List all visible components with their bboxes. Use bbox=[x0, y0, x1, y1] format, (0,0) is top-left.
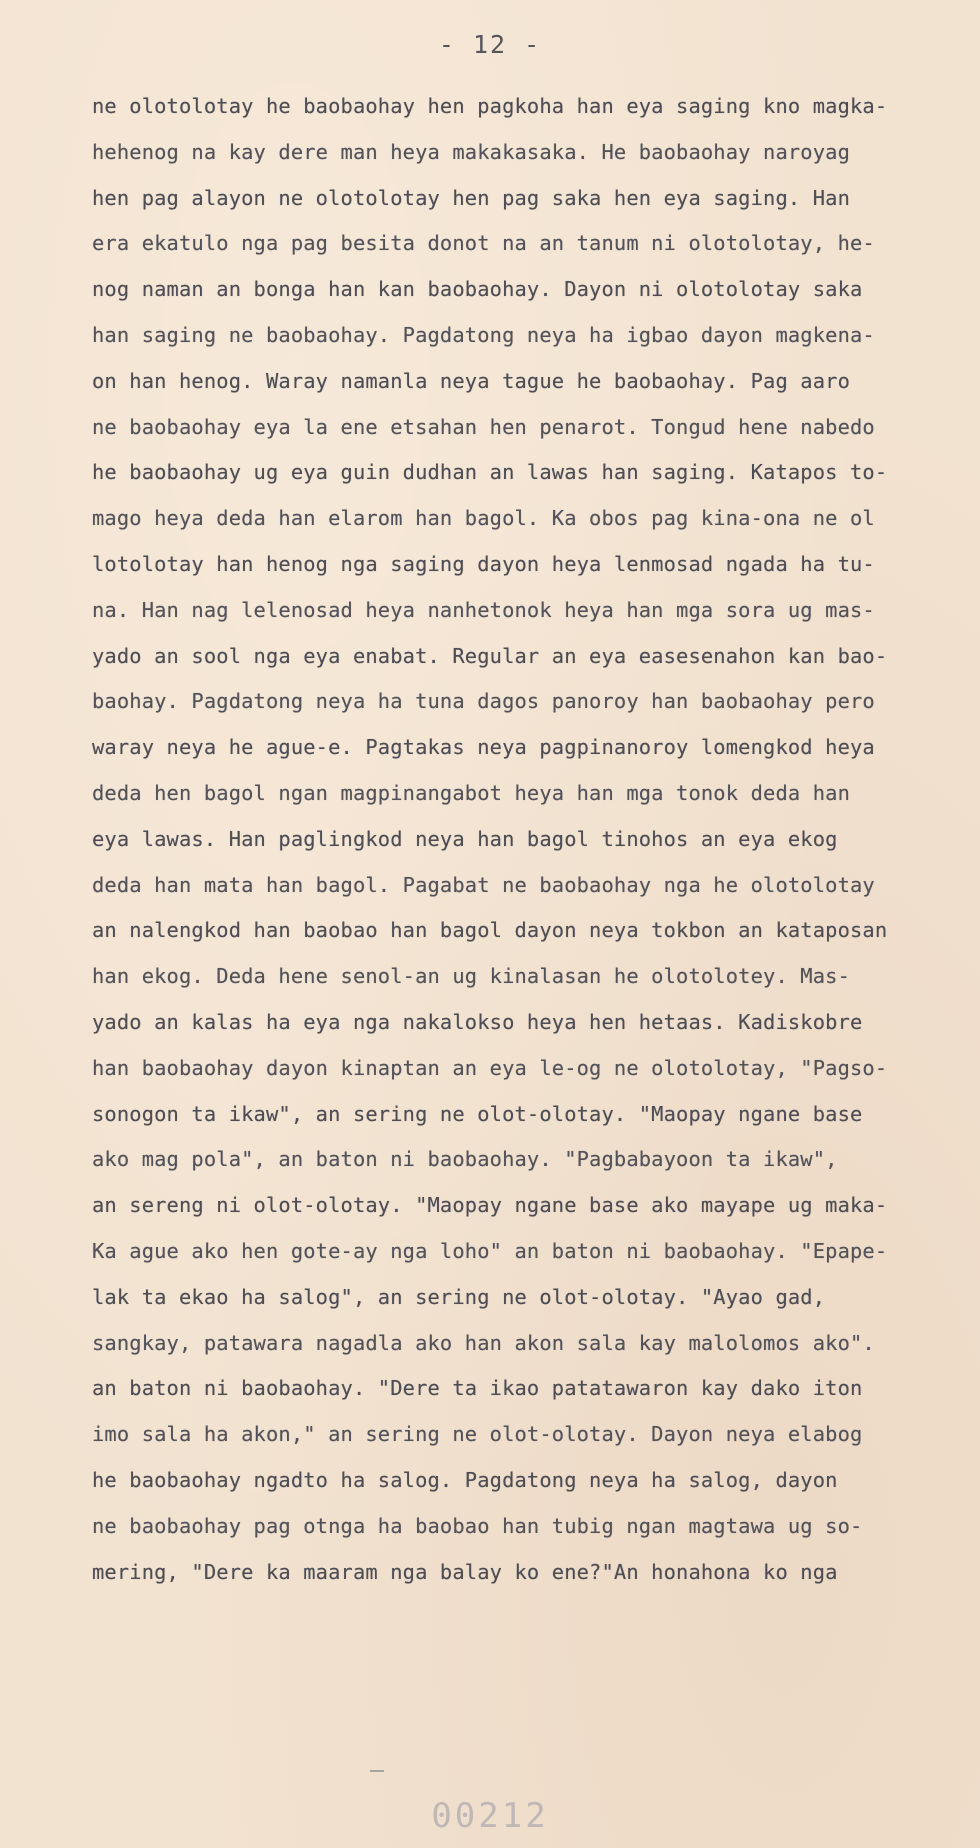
text-line: deda han mata han bagol. Pagabat ne baobaohay nga he olotolotay bbox=[92, 872, 875, 897]
text-line: ne baobaohay pag otnga ha baobao han tubig ngan magtawa ug so- bbox=[92, 1513, 863, 1538]
text-line: nog naman an bonga han kan baobaohay. Dayon ni olotolotay saka bbox=[92, 277, 863, 302]
text-line: han ekog. Deda hene senol-an ug kinalasan he olotolotey. Mas- bbox=[92, 964, 850, 989]
text-line: mering, "Dere ka maaram nga balay ko ene?"An honahona ko nga bbox=[92, 1559, 838, 1584]
text-line: lak ta ekao ha salog", an sering ne olot-olotay. "Ayao gad, bbox=[92, 1284, 826, 1309]
text-line: an nalengkod han baobao han bagol dayon neya tokbon an kataposan bbox=[92, 918, 888, 943]
text-line: lotolotay han henog nga saging dayon heya lenmosad ngada ha tu- bbox=[92, 551, 875, 576]
text-line: he baobaohay ug eya guin dudhan an lawas han saging. Katapos to- bbox=[92, 460, 888, 485]
text-line: an baton ni baobaohay. "Dere ta ikao patatawaron kay dako iton bbox=[92, 1376, 863, 1401]
text-line: na. Han nag lelenosad heya nanhetonok heya han mga sora ug mas- bbox=[92, 597, 875, 622]
text-line: hehenog na kay dere man heya makakasaka. He baobaohay naroyag bbox=[92, 139, 850, 164]
text-line: yado an kalas ha eya nga nakalokso heya hen hetaas. Kadiskobre bbox=[92, 1009, 863, 1034]
text-line: an sereng ni olot-olotay. "Maopay ngane base ako mayape ug maka- bbox=[92, 1193, 888, 1218]
text-line: sangkay, patawara nagadla ako han akon sala kay malolomos ako". bbox=[92, 1330, 875, 1355]
text-line: baohay. Pagdatong neya ha tuna dagos panoroy han baobaohay pero bbox=[92, 689, 875, 714]
text-line: han baobaohay dayon kinaptan an eya le-og ne olotolotay, "Pagso- bbox=[92, 1055, 888, 1080]
text-line: ako mag pola", an baton ni baobaohay. "Pagbabayoon ta ikaw", bbox=[92, 1147, 838, 1172]
text-line: ne olotolotay he baobaohay hen pagkoha han eya saging kno magka- bbox=[92, 94, 888, 118]
text-line: yado an sool nga eya enabat. Regular an eya easesenahon kan bao- bbox=[92, 643, 888, 668]
text-line: he baobaohay ngadto ha salog. Pagdatong neya ha salog, dayon bbox=[92, 1467, 838, 1492]
archive-stamp-number: 00212 bbox=[431, 1796, 549, 1836]
text-line: deda hen bagol ngan magpinangabot heya han mga tonok deda han bbox=[92, 780, 850, 805]
text-line: imo sala ha akon," an sering ne olot-olotay. Dayon neya elabog bbox=[92, 1422, 863, 1447]
text-line: waray neya he ague-e. Pagtakas neya pagpinanoroy lomengkod heya bbox=[92, 735, 875, 760]
text-line: ne baobaohay eya la ene etsahan hen penarot. Tongud hene nabedo bbox=[92, 414, 875, 439]
body-text bbox=[92, 84, 952, 1595]
text-line: mago heya deda han elarom han bagol. Ka obos pag kina-ona ne ol bbox=[92, 506, 875, 531]
text-line: Ka ague ako hen gote-ay nga loho" an baton ni baobaohay. "Epape- bbox=[92, 1238, 888, 1263]
text-line: hen pag alayon ne olotolotay hen pag saka hen eya saging. Han bbox=[92, 185, 850, 210]
text-line: on han henog. Waray namanla neya tague he baobaohay. Pag aaro bbox=[92, 368, 850, 393]
text-line: eya lawas. Han paglingkod neya han bagol tinohos an eya ekog bbox=[92, 826, 838, 851]
page-number: - 12 - bbox=[438, 30, 542, 59]
text-line: sonogon ta ikaw", an sering ne olot-olotay. "Maopay ngane base bbox=[92, 1101, 863, 1126]
text-line: han saging ne baobaohay. Pagdatong neya ha igbao dayon magkena- bbox=[92, 322, 875, 347]
footer-dash bbox=[370, 1770, 384, 1772]
text-line: era ekatulo nga pag besita donot na an tanum ni olotolotay, he- bbox=[92, 231, 875, 256]
